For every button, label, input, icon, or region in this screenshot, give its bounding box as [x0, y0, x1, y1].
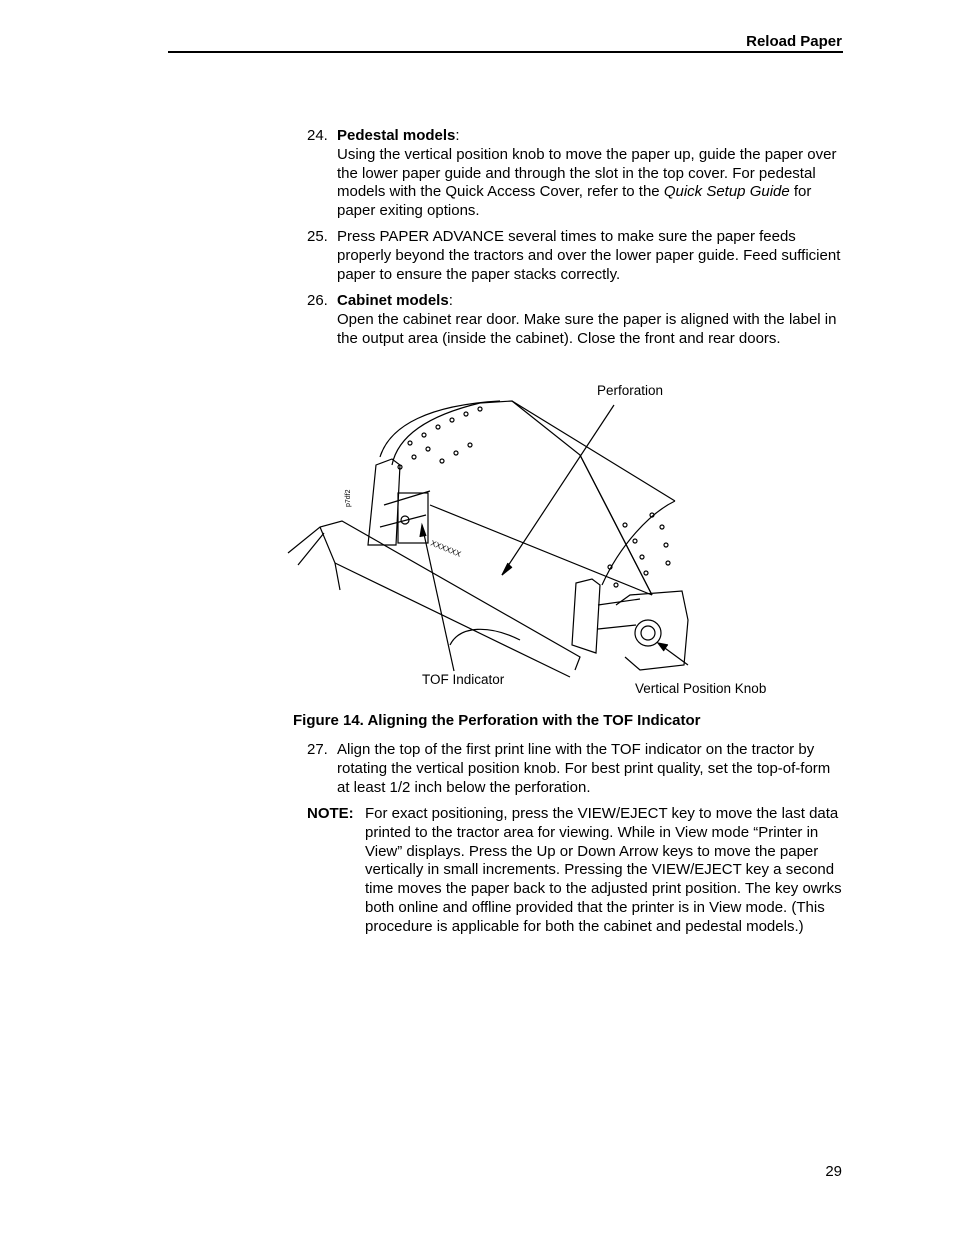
note-text: For exact positioning, press the VIEW/EJECT key to move the last data printed to the tractor area for viewing. While in View mode “Printer in View” displays. Press the Up or Down Arrow keys to move the paper vertically in small increments. Pressing the VIEW/EJECT key a second time moves the paper back to the adjusted print position. The key owrks both online and offline provided that the printer is in View mode. (This procedure is applicable for both the cabinet and pedestal models.) — [365, 805, 842, 935]
page-number: 29 — [825, 1163, 842, 1180]
step-number: 25. — [307, 228, 328, 245]
perforation-label: Perforation — [597, 383, 664, 398]
step-title-colon: : — [448, 292, 453, 309]
step-number: 27. — [307, 741, 328, 758]
step-title: Cabinet models — [337, 292, 449, 309]
step-number: 24. — [307, 127, 328, 144]
running-header: Reload Paper — [746, 33, 842, 50]
step-26 — [307, 292, 842, 348]
step-text: Press PAPER ADVANCE several times to make sure the paper feeds properly beyond the tractors and over the lower paper guide. Feed sufficient paper to ensure the paper stacks correctly. — [337, 228, 841, 283]
step-title: Pedestal models — [337, 127, 456, 144]
printer-paper-illustration — [280, 395, 700, 685]
tof-print-marks: XXXXXX — [429, 538, 463, 559]
quick-setup-guide-reference: Quick Setup Guide — [663, 183, 790, 201]
note-block — [307, 805, 842, 937]
step-text: Using the vertical position knob to move the paper up, guide the paper over the lower paper guide and through the slot in the top cover. For pedestal models with the Quick Access Cover, refer to the — [337, 145, 837, 201]
step-25 — [307, 228, 842, 284]
vertical-position-knob-label: Vertical Position Knob — [635, 681, 767, 696]
step-text: Align the top of the first print line with the TOF indicator on the tractor by rotating the vertical position knob. For best print quality, set the top-of-form at least 1/2 inch below the perforation. — [337, 741, 831, 796]
step-title-colon: : — [455, 127, 460, 144]
figure-caption: Figure 14. Aligning the Perforation with the TOF Indicator — [293, 712, 701, 729]
step-number: 26. — [307, 292, 328, 309]
note-tag: NOTE: — [307, 805, 354, 822]
figure-code-label: p7df2 — [345, 489, 352, 507]
tof-indicator-label: TOF Indicator — [422, 672, 505, 687]
step-27 — [307, 741, 842, 797]
step-24 — [307, 127, 842, 221]
step-text: Open the cabinet rear door. Make sure the paper is aligned with the label in the output area (inside the cabinet). Close the front and rear doors. — [337, 310, 837, 347]
step-text-end: for paper exiting options. — [337, 183, 812, 220]
header-rule — [168, 51, 843, 53]
